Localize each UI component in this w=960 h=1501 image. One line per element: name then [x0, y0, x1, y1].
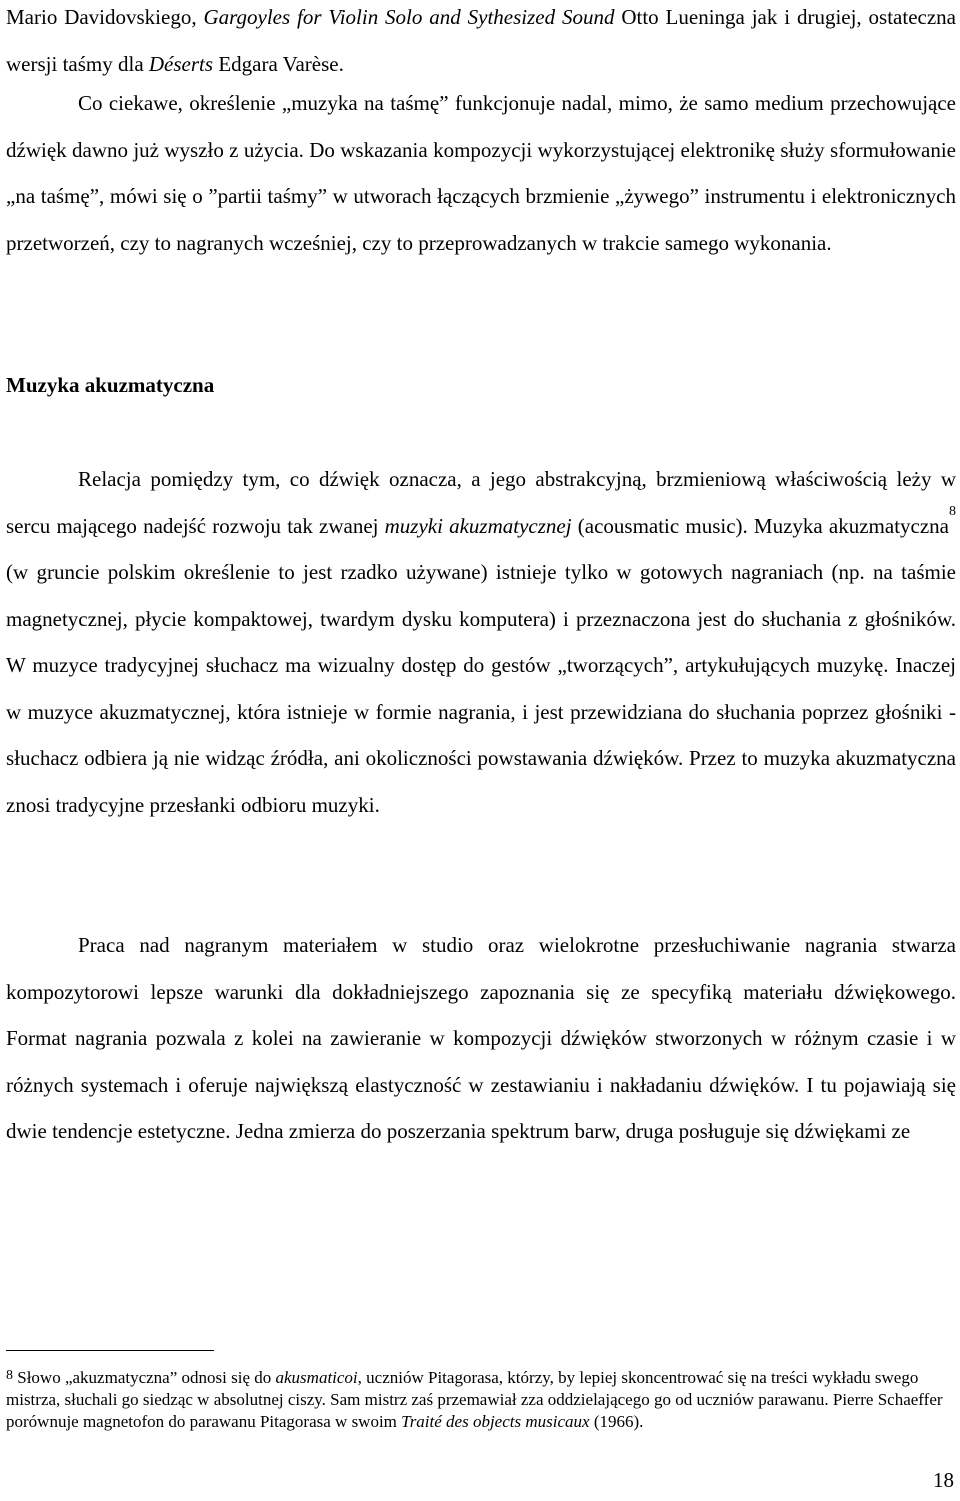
footnote-separator	[6, 1350, 214, 1351]
text-run: Otto Lueninga jak i drugiej, ostateczna wersji taśmy dla	[6, 5, 957, 76]
footnote	[6, 1367, 948, 1433]
text-run: Mario Davidovskiego,	[6, 5, 204, 29]
work-title: Gargoyles for Violin Solo and Sythesized Sound	[203, 5, 615, 29]
text-run: (1966).	[589, 1412, 644, 1431]
paragraph: Co ciekawe, określenie „muzyka na taśmę” funkcjonuje nadal, mimo, że samo medium przechowujące dźwięk dawno już wyszło z użycia. Do wskazania kompozycji wykorzystującej elektronikę służy sformułowanie „na taśmę”, mówi się o ”partii taśmy” w utworach łączących brzmienie „żywego” instrumentu i elektronicznych przetworzeń, czy to nagranych wcześniej, czy to przeprowadzanych w trakcie samego wykonania.	[6, 91, 956, 255]
paragraph: Praca nad nagranym materiałem w studio oraz wielokrotne przesłuchiwanie nagrania stwarza kompozytorowi lepsze warunki dla dokładniejszego zapoznania się ze specyfiką materiału dźwiękowego. Format nagrania pozwala z kolei na zawieranie w kompozycji dźwięków stworzonych w różnym czasie i w różnych systemach i oferuje największą elastyczność w zestawianiu i nakładaniu dźwięków. I tu pojawiają się dwie tendencje estetyczne. Jedna zmierza do poszerzania spektrum barw, druga posługuje się dźwiękami ze	[6, 933, 956, 1143]
text-run: (acousmatic music). Muzyka akuzmatyczna	[571, 513, 950, 538]
paragraph-continued	[6, 0, 956, 87]
footnote-reference[interactable]: 8	[949, 503, 957, 519]
term: akusmaticoi	[275, 1368, 358, 1387]
work-title: Déserts	[148, 51, 214, 76]
work-title: Traité des objects musicaux	[401, 1412, 590, 1431]
text-run: Relacja pomiędzy tym, co dźwięk oznacza, a jego abstrakcyjną, brzmieniową właściwością leży w sercu mającego nadejść rozwoju tak zwanej	[6, 467, 956, 538]
text-run: Edgara Varèse.	[213, 51, 344, 76]
text-run: (w gruncie polskim określenie to jest rzadko używane) istnieje tylko w gotowych nagraniach (np. na taśmie magnetycznej, płycie kompaktowej, twardym dysku komputera) i przeznaczona jest do słuchania z głośników. W muzyce tradycyjnej słuchacz ma wizualny dostęp do gestów „tworzących”, artykułujących muzykę. Inaczej w muzyce akuzmatycznej, która istnieje w formie nagrania, i jest przewidziana do słuchania poprzez głośniki - słuchacz odbiera ją nie widząc źródła, ani okoliczności powstawania dźwięków. Przez to muzyka akuzmatyczna znosi tradycyjne przesłanki odbioru muzyki.	[6, 560, 956, 817]
paragraph	[6, 456, 956, 828]
footnote-number: 8	[6, 1368, 13, 1383]
text-run: , uczniów Pitagorasa, którzy, by lepiej skoncentrować się na treści wykładu swego mistrza, słuchali go siedząc w absolutnej ciszy. Sam mistrz zaś przemawiał zza oddzielającego go od uczniów parawanu. Pierre Schaeffer porównuje magnetofon do parawanu Pitagorasa w swoim	[6, 1368, 943, 1431]
page-number: 18	[933, 1468, 954, 1492]
term: muzyki akuzmatycznej	[384, 513, 572, 538]
text-run: Słowo „akuzmatyczna” odnosi się do	[13, 1368, 276, 1387]
section-heading: Muzyka akuzmatyczna	[6, 373, 215, 397]
